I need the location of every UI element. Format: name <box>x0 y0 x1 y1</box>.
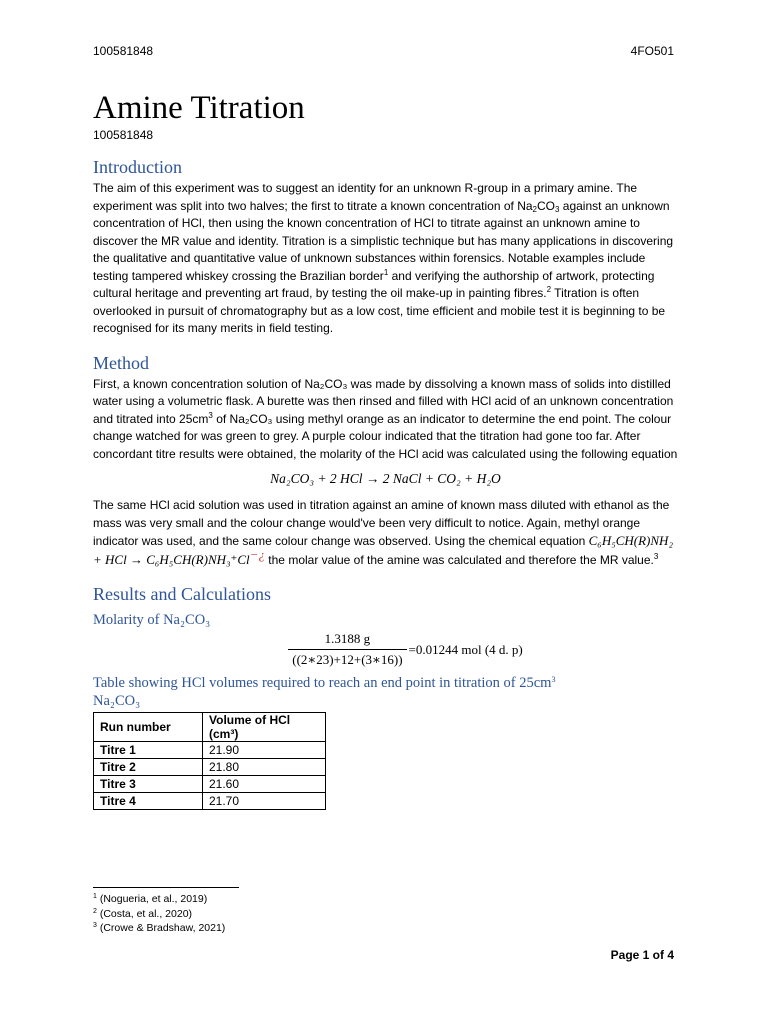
intro-text-4: Titration is often overlooked in pursuit of chromatography but as a low cost, time efficient and mobile test it is beginning to be recognised for its many merits in field testing. <box>93 286 666 335</box>
method-text-1b: of Na₂CO₃ using methyl orange as an indicator to determine the end point. The colour change watched for was green to grey. A purple colour indicated that the titration had gone too far. After concordant titre results were obtained, the molarity of the HCl acid was calculated using the following equation <box>93 411 678 461</box>
calculation-result: =0.01244 mol (4 d. p) <box>408 641 523 657</box>
method-text-2: The same HCl acid solution was used in titration against an amine of known mass diluted with ethanol as the mass was very small and the colour change would've been very difficult to notice. Again, methyl orange indicator was used, and the same colour change was observed. Using the chemical equation <box>93 498 670 548</box>
table-cell-volume: 21.80 <box>203 759 326 776</box>
intro-sub-2: 3 <box>555 204 560 214</box>
table-caption-text: Table showing HCl volumes required to reach an end point in titration of 25cm <box>93 675 552 691</box>
equation-amine-hcl: C₆H₅CH(R)NH₂ + HCl → C₆H₅CH(R)NH₃⁺Cl <box>93 533 673 567</box>
footnote-text: (Costa, et al., 2020) <box>96 907 193 920</box>
table-header-volume: Volume of HCl (cm³) <box>203 713 326 742</box>
intro-text-1: The aim of this experiment was to suggest an identity for an unknown R-group in a primary amine. The experiment was split into two halves; the first to titrate a known concentration of Na <box>93 181 638 213</box>
method-paragraph-2 <box>93 497 678 569</box>
table-caption-sup: 3 <box>551 675 556 684</box>
header-module-code: 4FO501 <box>630 44 674 58</box>
introduction-heading: Introduction <box>93 157 182 177</box>
footnote-number: 1 <box>93 893 97 900</box>
introduction-paragraph <box>93 180 678 338</box>
table-row <box>94 776 326 793</box>
table-cell-volume: 21.90 <box>203 742 326 759</box>
table-cell-volume: 21.60 <box>203 776 326 793</box>
intro-text-2: against an unknown concentration of HCl, then using the known concentration of HCl to titrate against an unknown amine to discover the MR value and identity. Titration is a simplistic technique but has many applications in discovering the qualitative and quantitative value of unknown substances within forensics. Notable examples include testing tampered whiskey crossing the Brazilian border <box>93 198 674 283</box>
table-caption-compound: Na₂CO₃ <box>93 693 141 709</box>
title-student-id: 100581848 <box>93 128 154 142</box>
footnote-text: (Nogueria, et al., 2019) <box>96 893 208 905</box>
method-text-2b: the molar value of the amine was calculated and therefore the MR value. <box>264 552 654 567</box>
table-header-run: Run number <box>94 713 203 742</box>
footnotes <box>93 892 225 936</box>
hcl-volume-table <box>93 712 326 810</box>
footnote-text: (Crowe & Bradshaw, 2021) <box>96 922 226 934</box>
results-heading: Results and Calculations <box>93 584 271 604</box>
table-row <box>94 742 326 759</box>
footnote-2 <box>93 907 225 922</box>
intro-text-mid: CO <box>537 198 555 213</box>
table-row <box>94 759 326 776</box>
method-text-1: First, a known concentration solution of Na₂CO₃ was made by dissolving a known mass of solids into distilled water using a volumetric flask. A burette was then rinsed and filled with HCl acid of an unknown concentration and titrated into 25cm <box>93 376 674 426</box>
footnote-number: 2 <box>93 907 97 915</box>
table-cell-run: Titre 4 <box>94 793 203 810</box>
molarity-subheading: Molarity of Na₂CO₃ <box>93 612 211 628</box>
table-cell-run: Titre 2 <box>94 759 203 776</box>
footnote-3 <box>93 921 225 936</box>
equation-amine-charge: −¿ <box>249 546 265 562</box>
calculation-denominator: ((2∗23)+12+(3∗16)) <box>288 649 406 668</box>
footnote-1 <box>93 892 225 907</box>
footnote-ref-3: 3 <box>653 551 659 561</box>
table-cell-volume: 21.70 <box>203 793 326 810</box>
footnote-ref-1: 1 <box>383 267 389 277</box>
document-body <box>93 88 678 810</box>
table-caption <box>93 674 678 710</box>
method-sup-cm3: 3 <box>208 410 213 420</box>
method-paragraph-1 <box>93 376 678 464</box>
table-cell-run: Titre 3 <box>94 776 203 793</box>
intro-sub-1: 2 <box>532 204 537 214</box>
page-number: Page 1 of 4 <box>610 948 674 962</box>
intro-text-3: and verifying the authorship of artwork, protecting cultural heritage and preventing art fraud, by testing the oil make-up in painting fibres. <box>93 268 655 300</box>
method-heading: Method <box>93 352 149 373</box>
footnote-divider <box>93 887 239 888</box>
document-title: Amine Titration <box>93 90 305 126</box>
calculation-fraction <box>288 631 406 668</box>
molarity-calculation <box>133 631 678 668</box>
table-header-row <box>94 713 326 742</box>
table-row <box>94 793 326 810</box>
header-student-id: 100581848 <box>93 44 154 58</box>
footnote-ref-2: 2 <box>546 285 552 294</box>
equation-sodium-carbonate-hcl: Na₂CO₃ + 2 HCl → 2 NaCl + CO₂ + H₂O <box>270 471 501 486</box>
table-cell-run: Titre 1 <box>94 742 203 759</box>
calculation-numerator: 1.3188 g <box>324 631 371 646</box>
footnote-number: 3 <box>93 922 97 929</box>
